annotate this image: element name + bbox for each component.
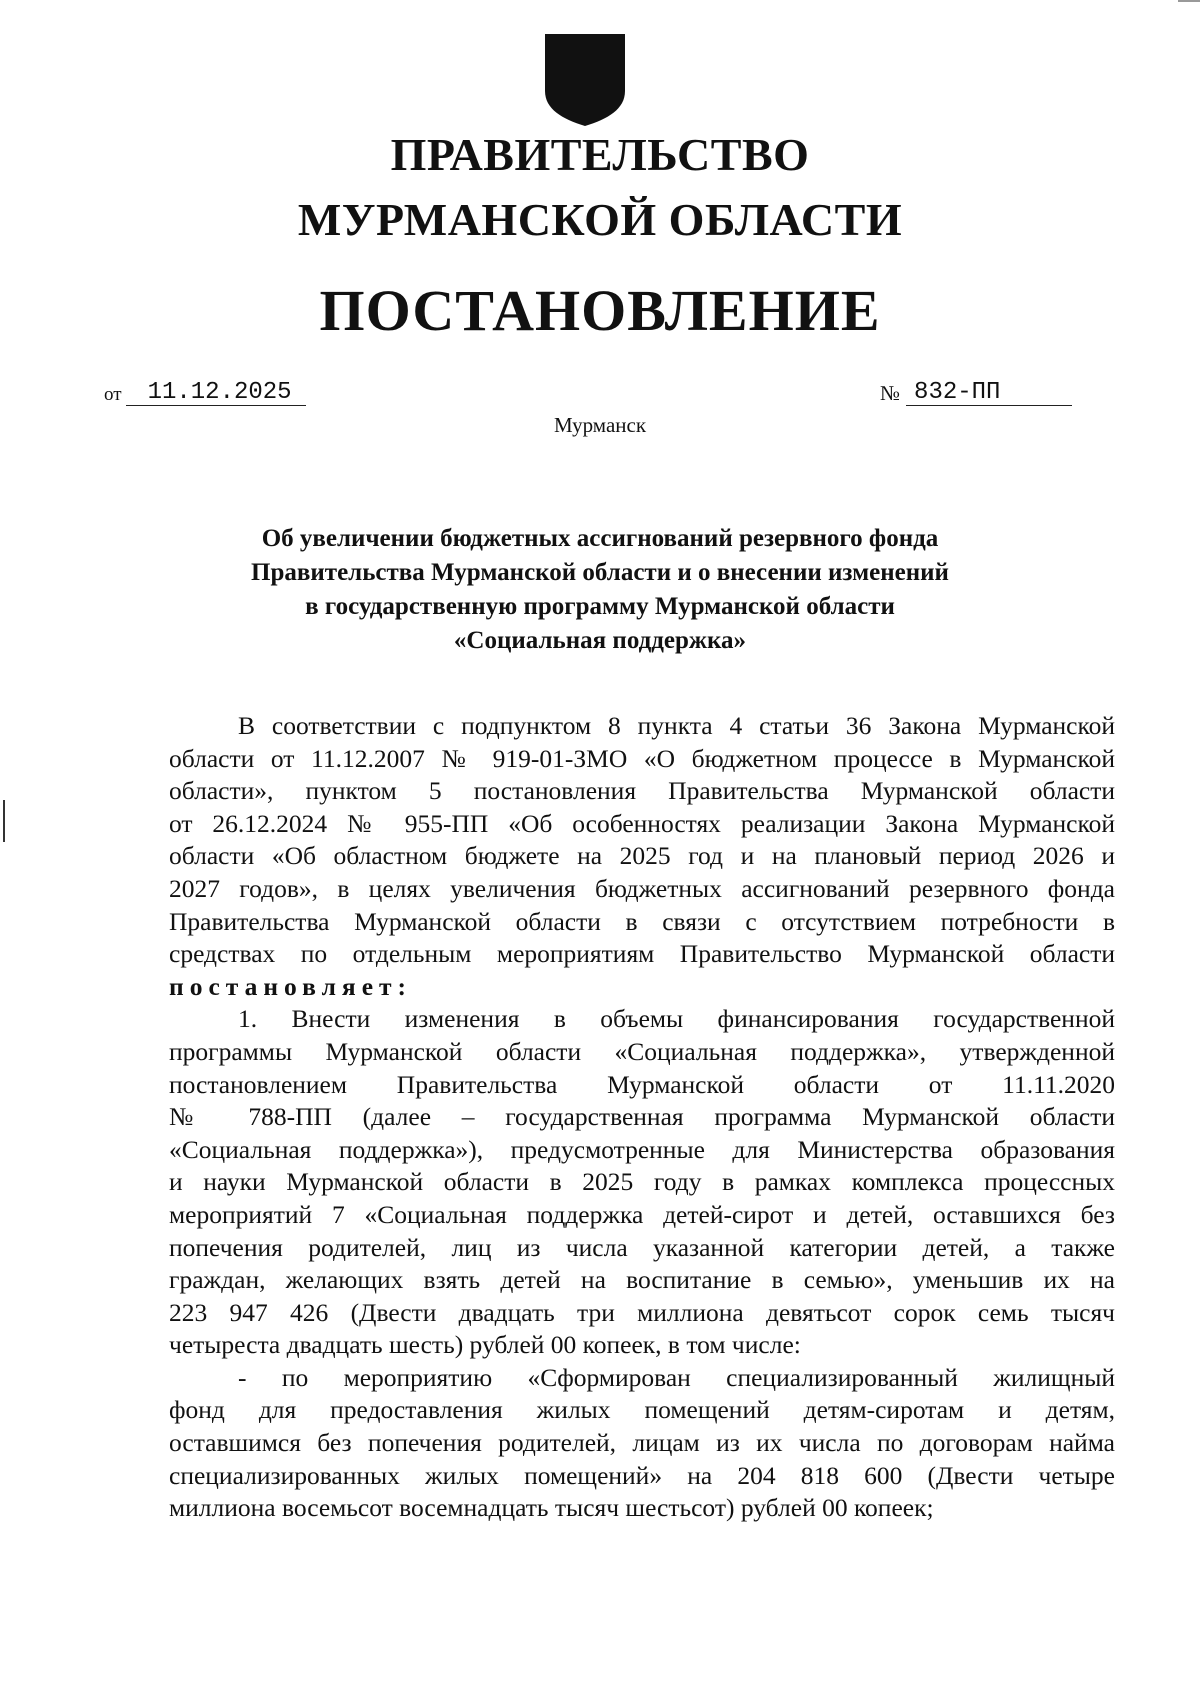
scan-margin-mark bbox=[3, 800, 5, 842]
body-line: 223 947 426 (Двести двадцать три миллиона девятьсот сорок семь тысяч bbox=[169, 1297, 1115, 1327]
body-line: В соответствии с подпунктом 8 пункта 4 статьи 36 Закона Мурманской bbox=[238, 711, 1115, 740]
title-line: в государственную программу Мурманской области bbox=[305, 593, 895, 620]
title-line: Об увеличении бюджетных ассигнований резервного фонда bbox=[261, 525, 939, 552]
body-line: 1. Внести изменения в объемы финансирования государственной bbox=[238, 1004, 1115, 1034]
document-body bbox=[169, 710, 1115, 1525]
resolves-word: постановляет: bbox=[169, 971, 413, 1001]
title-line: Правительства Мурманской области и о внесении изменений bbox=[251, 559, 949, 586]
document-date: 11.12.2025 bbox=[126, 381, 306, 406]
body-line: области от 11.12.2007 № 919-01-ЗМО «О бюджетном процессе в Мурманской bbox=[169, 743, 1115, 773]
body-line: области», пунктом 5 постановления Правительства Мурманской области bbox=[169, 776, 1115, 806]
body-line: фонд для предоставления жилых помещений детям-сиротам и детям, bbox=[169, 1395, 1115, 1425]
body-line: попечения родителей, лиц из числа указанной категории детей, а также bbox=[169, 1232, 1115, 1262]
title-line: «Социальная поддержка» bbox=[453, 627, 747, 654]
date-block bbox=[104, 381, 306, 406]
body-line: средствах по отдельным мероприятиям Правительство Мурманской области bbox=[169, 939, 1115, 969]
body-line: «Социальная поддержка»), предусмотренные для Министерства образования bbox=[169, 1134, 1115, 1164]
body-line: программы Мурманской области «Социальная поддержка», утвержденной bbox=[169, 1036, 1115, 1066]
number-block bbox=[880, 381, 1072, 406]
document-number: 832-ПП bbox=[906, 381, 1072, 406]
body-line: и науки Мурманской области в 2025 году в рамках комплекса процессных bbox=[169, 1167, 1115, 1197]
body-line: Правительства Мурманской области в связи с отсутствием потребности в bbox=[169, 906, 1115, 936]
body-line: постановлением Правительства Мурманской области от 11.11.2020 bbox=[169, 1069, 1115, 1099]
date-prefix: от bbox=[104, 384, 122, 405]
body-line: четыреста двадцать шесть) рублей 00 копеек, в том числе: bbox=[169, 1330, 801, 1360]
body-line: от 26.12.2024 № 955-ПП «Об особенностях реализации Закона Мурманской bbox=[169, 808, 1115, 838]
body-line: № 788-ПП (далее – государственная программа Мурманской области bbox=[169, 1102, 1115, 1132]
body-line: миллиона восемьсот восемнадцать тысяч шестьсот) рублей 00 копеек; bbox=[169, 1493, 934, 1523]
scan-corner-mark bbox=[1178, 0, 1200, 2]
document-city: Мурманск bbox=[553, 413, 647, 437]
org-name-line-1: ПРАВИТЕЛЬСТВО bbox=[390, 129, 810, 180]
body-line: области «Об областном бюджете на 2025 год и на плановый период 2026 и bbox=[169, 841, 1115, 871]
body-line: специализированных жилых помещений» на 204 818 600 (Двести четыре bbox=[169, 1460, 1115, 1490]
org-name-line-2: МУРМАНСКОЙ ОБЛАСТИ bbox=[297, 194, 903, 245]
body-line: 2027 годов», в целях увеличения бюджетных ассигнований резервного фонда bbox=[169, 873, 1115, 903]
body-line: оставшимся без попечения родителей, лицам из их числа по договорам найма bbox=[169, 1428, 1115, 1458]
body-line: - по мероприятию «Сформирован специализированный жилищный bbox=[238, 1362, 1115, 1392]
number-prefix: № bbox=[880, 381, 901, 405]
document-type: ПОСТАНОВЛЕНИЕ bbox=[319, 278, 881, 343]
document-title bbox=[180, 522, 1020, 658]
coat-of-arms-icon bbox=[544, 33, 626, 127]
body-line: граждан, желающих взять детей на воспитание в семью», уменьшив их на bbox=[169, 1265, 1115, 1295]
body-line: мероприятий 7 «Социальная поддержка детей-сирот и детей, оставшихся без bbox=[169, 1199, 1115, 1229]
